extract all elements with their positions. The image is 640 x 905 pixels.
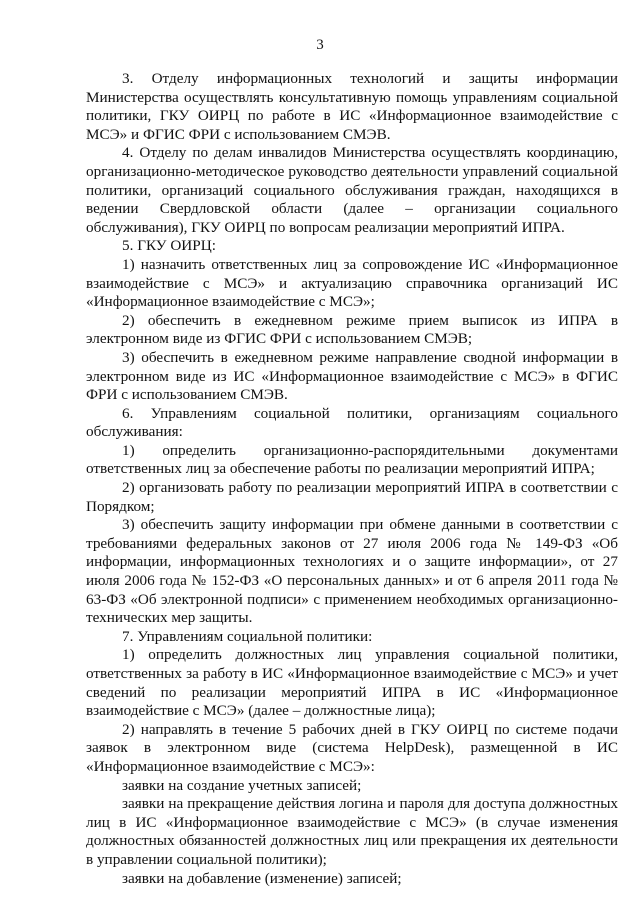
paragraph-6-3: 3) обеспечить защиту информации при обмене данными в соответствии с требованиями федеральных законов от 27 июля 2006 года № 149-ФЗ «Об информации, информационных технологиях и о защите информации», от 27 июля 2006 года № 152-ФЗ «О персональных данных» и от 6 апреля 2011 года № 63-ФЗ «Об электронной подписи» с применением необходимых организационно-технических мер защиты. (86, 516, 618, 627)
paragraph-6: 6. Управлениям социальной политики, организациям социального обслуживания: (86, 404, 618, 441)
paragraph-7-2: 2) направлять в течение 5 рабочих дней в ГКУ ОИРЦ по системе подачи заявок в электронном виде (система HelpDesk), размещенной в ИС «Информационное взаимодействие с МСЭ»: (86, 720, 618, 775)
paragraph-7-2-item-1: заявки на создание учетных записей; (122, 776, 362, 794)
paragraph-5-3: 3) обеспечить в ежедневном режиме направление сводной информации в электронном виде из ИС «Информационное взаимодействие с МСЭ» в ФГИС ФРИ с использованием СМЭВ. (86, 348, 618, 404)
paragraph-6-2: 2) организовать работу по реализации мероприятий ИПРА в соответствии с Порядком; (86, 479, 618, 515)
paragraph-7: 7. Управлениям социальной политики: (122, 627, 373, 645)
document-body (86, 70, 618, 888)
paragraph-3: 3. Отделу информационных технологий и защиты информации Министерства осуществлять консультативную помощь управлениям социальной политики, ГКУ ОИРЦ по работе в ИС «Информационное взаимодействие с МСЭ» и ФГИС ФРИ с использованием СМЭВ. (86, 70, 618, 143)
paragraph-4: 4. Отделу по делам инвалидов Министерства осуществлять координацию, организационно-методическое руководство деятельности управлений социальной политики, организаций социального обслуживания граждан, находящихся в ведении Свердловской области (далее – организации социального обслуживания), ГКУ ОИРЦ по вопросам реализации мероприятий ИПРА. (86, 144, 618, 236)
paragraph-7-1: 1) определить должностных лиц управления социальной политики, ответственных за работу в ИС «Информационное взаимодействие с МСЭ» и учет сведений по реализации мероприятий ИПРА в ИС «Информационное взаимодействие с МСЭ» (далее – должностные лица); (86, 646, 618, 720)
paragraph-7-2-item-2: заявки на прекращение действия логина и пароля для доступа должностных лиц в ИС «Информационное взаимодействие с МСЭ» (в случае изменения должностных обязанностей должностных лиц или прекращения их деятельности в управлении социальной политики); (86, 795, 618, 868)
paragraph-5-2: 2) обеспечить в ежедневном режиме прием выписок из ИПРА в электронном виде из ФГИС ФРИ с использованием СМЭВ; (86, 311, 618, 348)
paragraph-5-1: 1) назначить ответственных лиц за сопровождение ИС «Информационное взаимодействие с МСЭ» и актуализацию справочника организаций ИС «Информационное взаимодействие с МСЭ»; (86, 255, 618, 311)
paragraph-6-1: 1) определить организационно-распорядительными документами ответственных лиц за обеспечение работы по реализации мероприятий ИПРА; (86, 441, 618, 478)
paragraph-7-2-item-3: заявки на добавление (изменение) записей; (122, 869, 402, 887)
paragraph-5: 5. ГКУ ОИРЦ: (122, 237, 216, 255)
page-number: 3 (316, 37, 324, 53)
